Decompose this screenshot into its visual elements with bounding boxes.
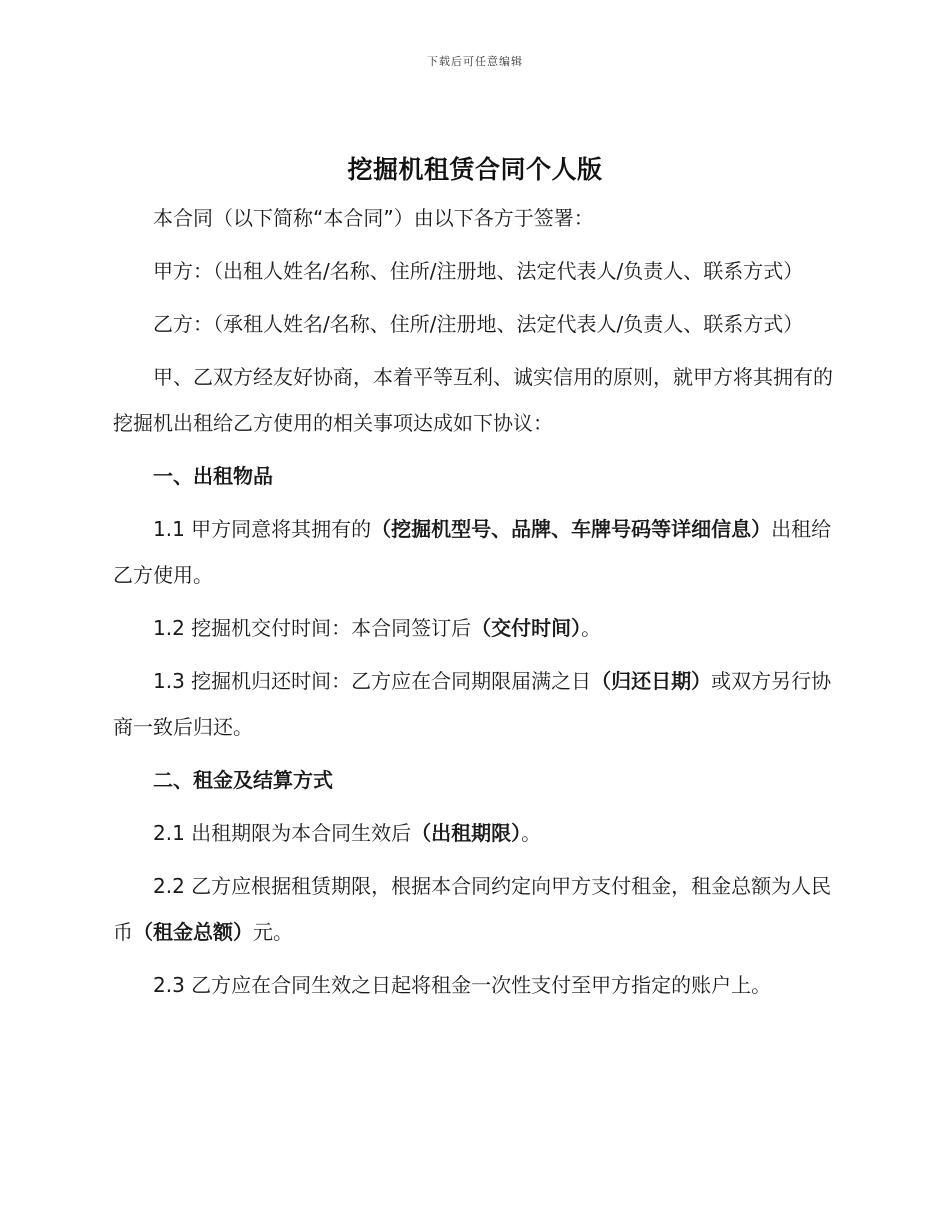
section-heading-rental-items: 一、出租物品: [153, 464, 273, 488]
document-body: [113, 195, 835, 1015]
clause-2-2-text: 2.2 乙方应根据租赁期限，根据本合同约定向甲方支付租金，租金总额为人民币: [113, 874, 832, 944]
clause-1-3: [113, 658, 835, 750]
clause-1-2-placeholder: （交付时间）: [471, 616, 582, 640]
clause-2-2-placeholder: （租金总额）: [133, 920, 253, 944]
clause-2-1-text: 2.1 出租期限为本合同生效后: [153, 821, 412, 845]
intro-paragraph: 本合同（以下简称“本合同”）由以下各方于签署：: [153, 206, 594, 230]
clause-2-1: [113, 810, 835, 856]
clause-2-2: [113, 863, 835, 955]
clause-1-2: [113, 605, 835, 651]
clause-1-2-text: 1.2 挖掘机交付时间：本合同签订后: [153, 616, 472, 640]
clause-1-3-placeholder: （归还日期）: [591, 669, 712, 693]
clause-1-1-placeholder: （挖掘机型号、品牌、车牌号码等详细信息）: [371, 517, 772, 541]
clause-1-1-text: 1.1 甲方同意将其拥有的: [153, 517, 372, 541]
clause-2-2-tail: 元。: [253, 920, 293, 944]
clause-2-1-tail: 。: [521, 821, 542, 845]
clause-1-2-tail: 。: [581, 616, 602, 640]
clause-1-3-tail: 或双方另行协商一致后归还。: [113, 669, 832, 739]
clause-1-1: [113, 506, 835, 598]
clause-2-3: 2.3 乙方应在合同生效之日起将租金一次性支付至甲方指定的账户上。: [153, 973, 772, 997]
preamble-paragraph: 甲、乙双方经友好协商，本着平等互利、诚实信用的原则，就甲方将其拥有的挖掘机出租给乙方使用的相关事项达成如下协议：: [113, 365, 833, 435]
clause-2-1-placeholder: （出租期限）: [411, 821, 522, 845]
party-a-paragraph: 甲方：（出租人姓名/名称、住所/注册地、法定代表人/负责人、联系方式）: [153, 259, 804, 283]
clause-1-1-tail: 出租给乙方使用。: [113, 517, 832, 587]
clause-1-3-text: 1.3 挖掘机归还时间：乙方应在合同期限届满之日: [153, 669, 592, 693]
document-title: 挖掘机租赁合同个人版: [347, 155, 603, 184]
section-heading-rent-settlement: 二、租金及结算方式: [153, 768, 333, 792]
party-b-paragraph: 乙方：（承租人姓名/名称、住所/注册地、法定代表人/负责人、联系方式）: [153, 312, 804, 336]
page-header: 下载后可任意编辑: [427, 55, 523, 68]
